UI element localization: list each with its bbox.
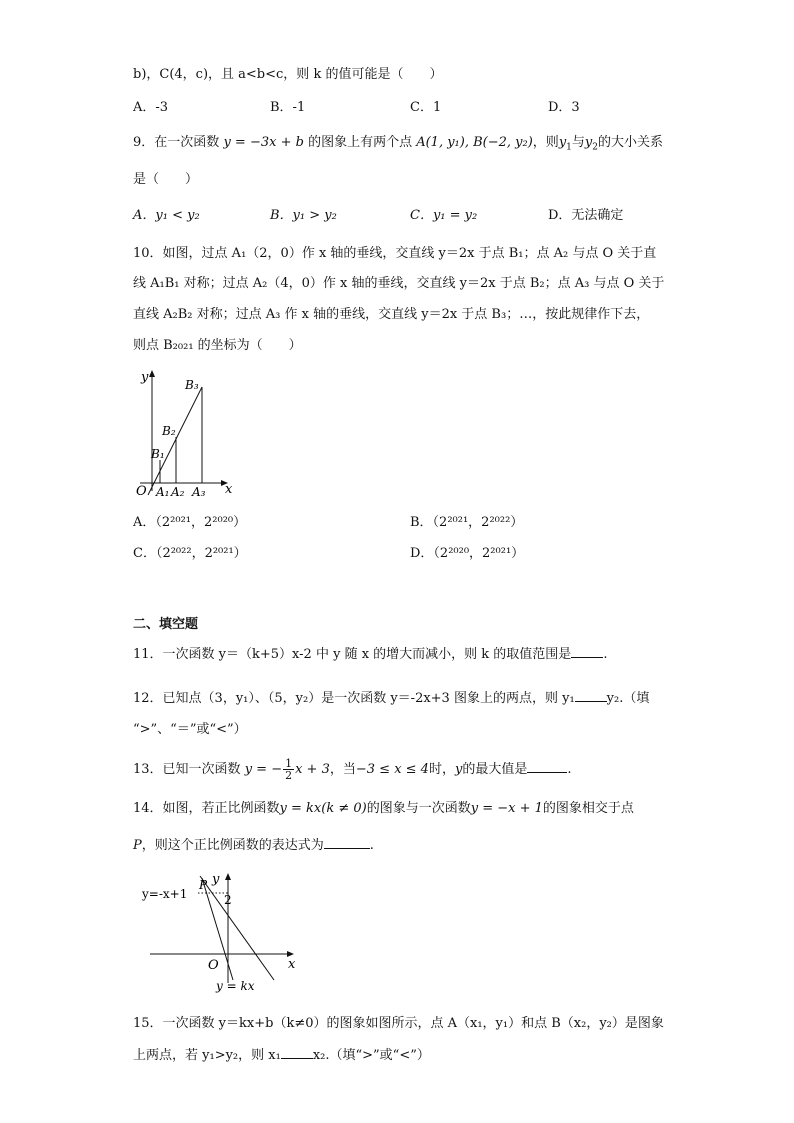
q14-kx-label: y = kx	[216, 979, 255, 993]
q9-option-d: D．无法确定	[548, 208, 624, 223]
q10-label-a2: A₂	[171, 485, 185, 499]
q13-fraction	[283, 758, 294, 781]
q8-option-a: A．-3	[133, 100, 169, 115]
q13-frac-den: 2	[285, 769, 293, 782]
q12-line-1	[133, 689, 649, 708]
q13-range: −3 ≤ x ≤ 4	[355, 762, 429, 777]
q10-option-c: C．（2²⁰²²，2²⁰²¹）	[133, 546, 247, 561]
q8-continuation: b)，C(4，c)，且 a<b<c，则 k 的值可能是（ ）	[133, 67, 443, 82]
q9-option-b: B．y₁ > y₂	[270, 208, 337, 223]
q10-line-y2x	[148, 387, 202, 495]
q9-and: 与	[571, 135, 585, 150]
q9-option-c: C．y₁ = y₂	[410, 208, 478, 223]
q14-text-d: ，则这个正比例函数的表达式为	[141, 838, 324, 853]
q14-figure	[138, 868, 313, 996]
q14-text-c: 的图象相交于点	[542, 801, 634, 816]
q10-line-3: 直线 A₂B₂ 对称；过点 A₃ 作 x 轴的垂线，交直线 y＝2x 于点 B₃；…，按此规律作下去，	[133, 307, 650, 322]
q13-period: .	[567, 762, 572, 777]
q12-line-2: “>”、“＝”或“<”）	[133, 722, 247, 737]
q13-eq-left: y = −	[244, 762, 283, 777]
q9-text-c: ，则	[532, 135, 559, 150]
q10-figure	[130, 365, 240, 500]
q9-points: A(1, y₁), B(−2, y₂)	[416, 135, 533, 150]
q10-label-a1: A₁	[156, 485, 170, 499]
q10-line-4: 则点 B₂₀₂₁ 的坐标为（ ）	[133, 338, 302, 353]
q14-period: .	[369, 838, 374, 853]
q11-answer-blank[interactable]	[571, 645, 603, 658]
q8-option-d: D．3	[548, 100, 580, 115]
q15-text-b: x₂.（填“>”或“<”）	[312, 1048, 430, 1063]
q9-text-b: 的图象上有两个点	[308, 135, 413, 150]
q14-eq2: y = −x + 1	[470, 801, 543, 816]
q13-frac-num: 1	[285, 757, 293, 770]
q14-point-p: P	[133, 838, 142, 853]
q10-y-arrow	[149, 370, 155, 377]
q14-text-a: 14．如图，若正比例函数	[133, 801, 280, 816]
q9-number: 9．	[133, 135, 155, 150]
q13-y: y	[454, 762, 463, 777]
q10-label-b2: B₂	[162, 424, 176, 438]
q11-period: .	[603, 647, 608, 662]
q15-line-1: 15．一次函数 y＝kx+b（k≠0）的图象如图所示，点 A（x₁，y₁）和点 B（x₂，y₂）是图象	[133, 1016, 664, 1031]
q13-text-c: 时，	[428, 762, 455, 777]
q9-text-a: 在一次函数	[154, 135, 220, 150]
q10-option-a: A．（2²⁰²¹，2²⁰²⁰）	[133, 515, 247, 530]
q9-y1: y	[558, 135, 567, 150]
q10-y-label: y	[141, 370, 149, 385]
q9-line-2: 是（ ）	[133, 172, 199, 187]
q10-line-1: 10．如图，过点 A₁（2，0）作 x 轴的垂线，交直线 y＝2x 于点 B₁；点 A₂ 与点 O 关于直	[133, 246, 657, 261]
q10-label-b3: B₃	[185, 378, 199, 392]
q14-answer-blank[interactable]	[324, 836, 370, 849]
q13-answer-blank[interactable]	[527, 760, 567, 773]
q14-origin-label: O	[208, 958, 219, 973]
q14-eq1: y = kx(k ≠ 0)	[279, 801, 367, 816]
q10-option-b: B．（2²⁰²¹，2²⁰²²）	[410, 515, 524, 530]
q10-origin-label: O	[136, 484, 147, 499]
q14-y-label: y	[212, 872, 220, 887]
q9-y2: y	[584, 135, 593, 150]
q11-line	[133, 645, 607, 664]
q14-line-2	[133, 836, 374, 855]
q14-y-arrow	[225, 873, 231, 880]
q8-option-b: B．-1	[270, 100, 306, 115]
q10-x-label: x	[225, 482, 233, 497]
q15-line-2	[133, 1046, 430, 1065]
q14-point-label: P	[199, 878, 208, 892]
q9-option-a: A．y₁ < y₂	[133, 208, 200, 223]
section-title-fill-in: 二、填空题	[133, 617, 199, 632]
q14-line-1	[133, 800, 634, 818]
q14-line-label: y=-x+1	[142, 887, 188, 901]
q9-text-d: 的大小关系	[598, 135, 664, 150]
q9-line-1: 9．在一次函数 y = −3x + b 的图象上有两个点 A(1, y₁), B(−2, y₂)，则$y_1$与$y_2$的大小关系	[133, 135, 664, 153]
q14-x-label: x	[288, 957, 296, 972]
q10-line-2: 线 A₁B₁ 对称；过点 A₂（4，0）作 x 轴的垂线，交直线 y＝2x 于点 B₂；点 A₃ 与点 O 关于	[133, 276, 665, 291]
q10-label-b1: B₁	[151, 447, 165, 461]
q12-text-b: y₂.（填	[606, 691, 650, 706]
q13-text-d: 的最大值是	[462, 762, 528, 777]
q13-eq-right: x + 3	[295, 762, 330, 777]
q15-answer-blank[interactable]	[281, 1046, 313, 1059]
q12-answer-blank[interactable]	[575, 689, 607, 702]
q8-option-c: C．1	[410, 100, 442, 115]
q11-text: 11．一次函数 y＝（k+5）x-2 中 y 随 x 的增大而减小，则 k 的取值范围是	[133, 647, 572, 662]
q13-text-a: 13．已知一次函数	[133, 762, 241, 777]
q15-text-a: 上两点，若 y₁>y₂，则 x₁	[133, 1048, 281, 1063]
q14-text-b: 的图象与一次函数	[366, 801, 471, 816]
q13-text-b: ，当	[329, 762, 356, 777]
q10-label-a3: A₃	[192, 485, 206, 499]
q14-tick-label: 2	[224, 893, 232, 907]
q10-option-d: D．（2²⁰²⁰，2²⁰²¹）	[410, 546, 525, 561]
q9-equation: y = −3x + b	[223, 135, 304, 150]
q12-text-a: 12．已知点（3，y₁）、（5，y₂）是一次函数 y＝-2x+3 图象上的两点，则 y₁	[133, 691, 575, 706]
q13-line	[133, 757, 572, 783]
